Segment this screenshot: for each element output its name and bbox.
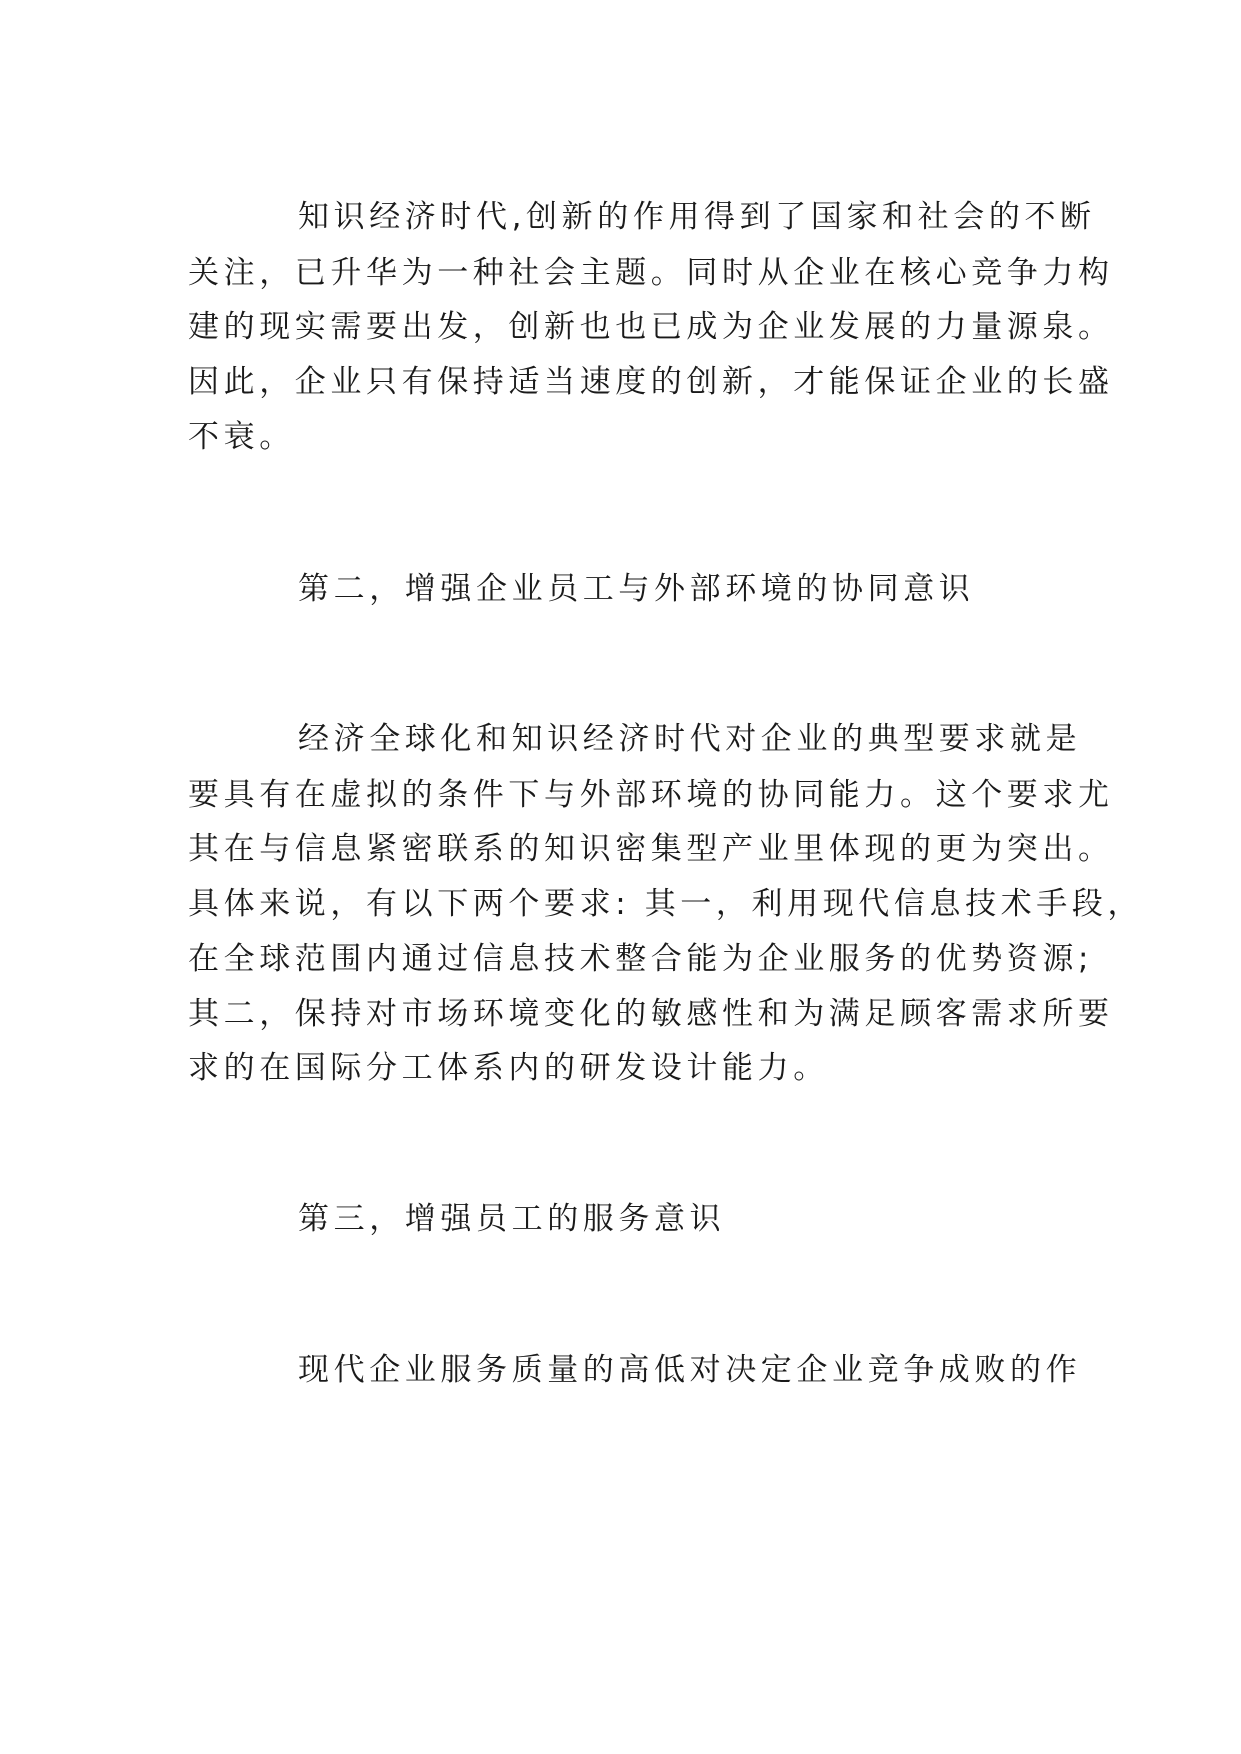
paragraph-line: 在全球范围内通过信息技术整合能为企业服务的优势资源; bbox=[188, 941, 1094, 977]
paragraph-line: 要具有在虚拟的条件下与外部环境的协同能力。这个要求尤 bbox=[188, 777, 1114, 813]
paragraph-line: 不衰。 bbox=[188, 419, 295, 455]
paragraph-line: 现代企业服务质量的高低对决定企业竞争成败的作 bbox=[298, 1352, 1082, 1388]
paragraph-line: 其二，保持对市场环境变化的敏感性和为满足顾客需求所要 bbox=[188, 996, 1114, 1032]
paragraph-line: 因此，企业只有保持适当速度的创新，才能保证企业的长盛 bbox=[188, 364, 1114, 400]
paragraph-line: 具体来说，有以下两个要求: 其一，利用现代信息技术手段， bbox=[188, 886, 1144, 922]
section-heading-third: 第三，增强员工的服务意识 bbox=[298, 1201, 726, 1237]
paragraph-line: 知识经济时代,创新的作用得到了国家和社会的不断 bbox=[298, 199, 1096, 235]
paragraph-line: 建的现实需要出发，创新也也已成为企业发展的力量源泉。 bbox=[188, 309, 1114, 345]
paragraph-line: 求的在国际分工体系内的研发设计能力。 bbox=[188, 1050, 829, 1086]
section-heading-second: 第二，增强企业员工与外部环境的协同意识 bbox=[298, 571, 975, 607]
paragraph-line: 关注，已升华为一种社会主题。同时从企业在核心竞争力构 bbox=[188, 255, 1114, 291]
paragraph-line: 经济全球化和知识经济时代对企业的典型要求就是 bbox=[298, 721, 1082, 757]
paragraph-line: 其在与信息紧密联系的知识密集型产业里体现的更为突出。 bbox=[188, 831, 1114, 867]
